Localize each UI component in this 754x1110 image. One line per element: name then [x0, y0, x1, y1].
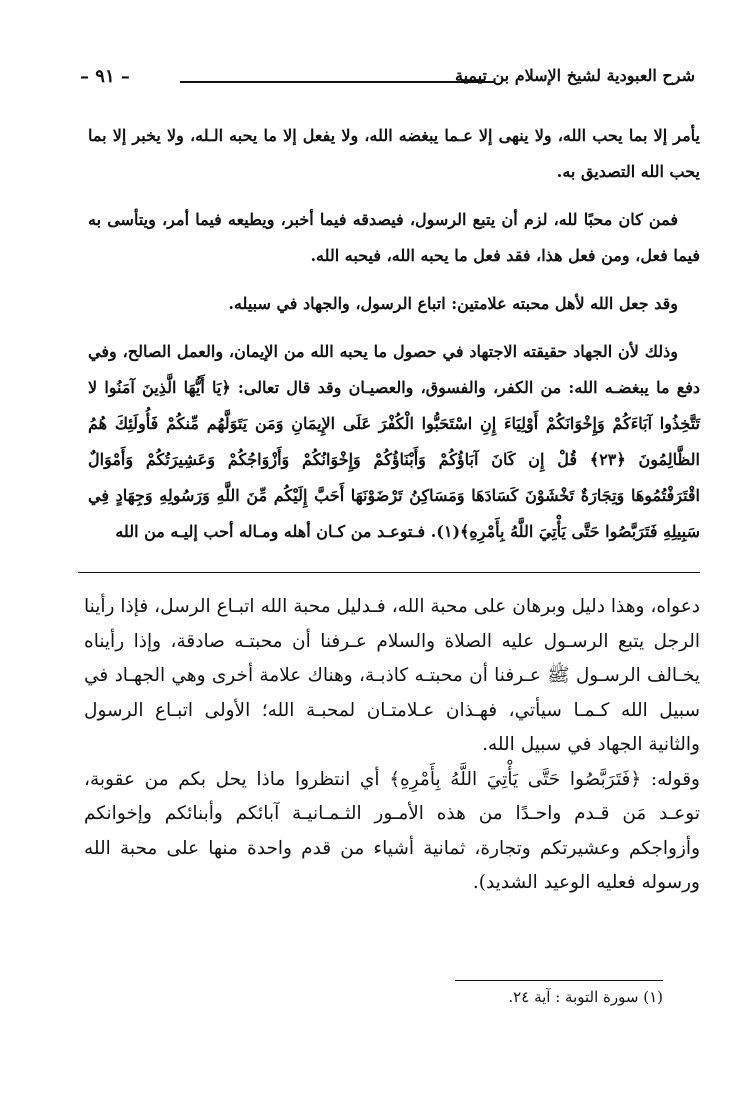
footnote-divider [455, 980, 663, 981]
footnote: (١) سورة التوبة : آية ٢٤. [508, 988, 663, 1006]
paragraph-with-verse: وذلك لأن الجهاد حقيقته الاجتهاد في حصول ما يحبه الله من الإيمان، والعمل الصالح، وفي دفع ما يبغضـه الله: من الكفر، والفسوق، والعصيـان وقد قال تعالى: ﴿يَا أَيُّهَا الَّذِينَ آمَنُوا لا تَتَّخِذُوا آبَاءَكُمْ وَإِخْوَانَكُمْ أَوْلِيَاءَ إِنِ اسْتَحَبُّوا الْكُفْرَ عَلَى الإِيمَانِ وَمَن يَتَوَلَّهُم مِّنكُمْ فَأُولَئِكَ هُمُ الظَّالِمُونَ ﴿٢٣﴾ قُلْ إِن كَانَ آبَاؤُكُمْ وَأَبْنَاؤُكُمْ وَإِخْوَانُكُمْ وَأَزْوَاجُكُمْ وَعَشِيرَتُكُمْ وَأَمْوَالٌ اقْتَرَفْتُمُوهَا وَتِجَارَةٌ تَخْشَوْنَ كَسَادَهَا وَمَسَاكِنُ تَرْضَوْنَهَا أَحَبَّ إِلَيْكُم مِّنَ اللَّهِ وَرَسُولِهِ وَجِهَادٍ فِي سَبِيلِهِ فَتَرَبَّصُوا حَتَّى يَأْتِيَ اللَّهُ بِأَمْرِهِ﴾(١). فـتوعـد من كـان أهله ومـاله أحب إليـه من الله [88, 342, 701, 541]
running-header [80, 66, 695, 96]
section-divider [78, 572, 700, 573]
page-number: – ٩١ – [80, 66, 130, 87]
main-text [88, 118, 700, 562]
paragraph: دعواه، وهذا دليل وبرهان على محبة الله، فـدليل محبة الله اتبـاع الرسل، فإذا رأينا الرجل يتبع الرسـول عليه الصلاة والسلام عـرفنا أن محبتـه صادقة، وإذا رأيناه يخـالف الرسـول ﷺ عـرفنا أن محبتـه كاذبـة، وهناك علامة أخرى وهي الجهـاد في سبيل الله كـمـا سيأتي، فهـذان عـلامتـان لمحبـة الله؛ الأولى اتبـاع الرسول والثانية الجهاد في سبيل الله. [84, 596, 700, 755]
header-title: شرح العبودية لشيخ الإسلام بن تيمية [454, 66, 695, 85]
paragraph: يأمر إلا بما يحب الله، ولا ينهى إلا عـما يبغضه الله، ولا يفعل إلا ما يحبه الـله، ولا يخبر إلا بما يحب الله التصديق به. [88, 126, 701, 181]
header-rule [180, 81, 495, 83]
paragraph: وقد جعل الله لأهل محبته علامتين: اتباع الرسول، والجهاد في سبيله. [228, 294, 678, 313]
commentary-text [84, 590, 700, 901]
paragraph: وقوله: ﴿فَتَرَبَّصُوا حَتَّى يَأْتِيَ اللَّهُ بِأَمْرِهِ﴾ أي انتظروا ماذا يحل بكم من عقوبة، توعـد مَن قـدم واحـدًا من هذه الأمـور الثـمـانيـة آبائكم وأبنائكم وإخوانكم وأزواجكم وعشيرتكم وتجارة، ثمانية أشياء من قدم واحدة منها على محبة الله ورسوله فعليه الوعيد الشديد). [84, 768, 700, 893]
paragraph: فمن كان محبًا لله، لزم أن يتبع الرسول، فيصدقه فيما أخبر، ويطيعه فيما أمر، ويتأسى به فيما فعل، ومن فعل هذا، فقد فعل ما يحبه الله، فيحبه الله. [88, 210, 700, 265]
